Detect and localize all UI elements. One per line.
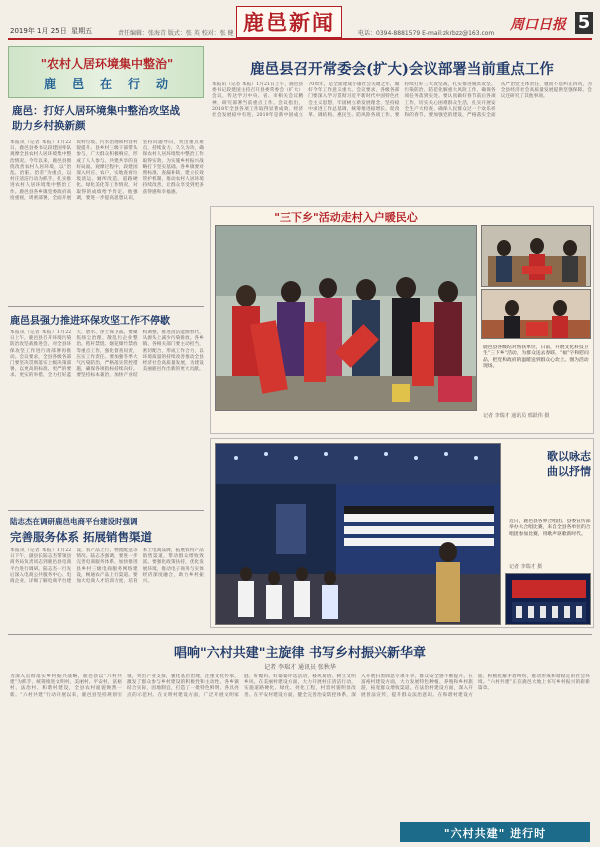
article-env-title: 鹿邑县强力推进环保攻坚工作不停歇: [10, 316, 170, 327]
article-village-title: 鹿邑：打好人居环境集中整治攻坚战 助力乡村换新颜: [12, 105, 180, 132]
article-env-body: 本报讯（记者 本报）1月22日上午，鹿邑县召开环境污染防治攻坚战推进会，对全县环保攻坚工作进行再部署再推动。会议要求，全县各级各部门要坚决贯彻落实上级决策部署，以更高的标准、更严的要求、更实的举措，全力打好蓝天、碧水、净土保卫战。要聚焦扬尘治理、散乱污企业整治、秸秆禁烧、烟花爆竹禁放等重点工作，强化督查问责，压实工作责任。要加强冬季大气污染防治，严格落实管控措施，确保各项指标持续向好。要坚持标本兼治，加快产业结构调整，推进清洁能源替代，从源头上减少污染排放。各乡镇、各相关部门要主动担当，密切配合，形成工作合力，以环境质量的持续改善推动全县经济社会高质量发展，为建设美丽鹿邑作出新的更大贡献。: [10, 330, 204, 379]
article-ecom-kicker: 陆志杰在调研鹿邑电商平台建设时强调: [10, 517, 138, 526]
photo2-title: [507, 449, 591, 479]
photo2-title-line2: 曲以抒情: [547, 465, 591, 478]
photo2-main-image: [215, 443, 501, 625]
photo1-side-image-bottom: [481, 289, 591, 339]
section-masthead: 鹿邑新闻: [236, 6, 342, 38]
photo1-credit: 记者 李瑞才 通讯员 邢跃伟 摄: [483, 413, 550, 419]
banner-line-2: 鹿 邑 在 行 动: [43, 77, 170, 91]
photo1-side-image-top: [481, 225, 591, 287]
divider: [8, 306, 204, 307]
banner-line-1: "农村人居环境集中整治": [40, 57, 174, 71]
photo1-title: "三下乡"活动走村入户暖民心: [274, 211, 418, 224]
footer-banner-text: "六村共建" 进行时: [443, 827, 547, 840]
photo2-title-line1: 歌以咏志: [547, 450, 591, 463]
campaign-banner: [8, 46, 204, 98]
article-songs-byline: 记者 李瑞才 通讯员 张秋华: [264, 664, 336, 671]
issue-date: 2019年 1月 25日 星期五: [10, 27, 93, 35]
article-meeting-title: 鹿邑县召开常委会(扩大)会议部署当前重点工作: [250, 61, 554, 78]
photo1-main-image: [215, 225, 477, 411]
page-header: [8, 2, 592, 40]
article-ecom-title: 完善服务体系 拓展销售渠道: [10, 530, 153, 544]
page-number: 5: [575, 12, 593, 34]
photo-feature-2: [210, 438, 594, 628]
divider: [8, 634, 592, 635]
footer-banner: [400, 822, 590, 842]
article-ecom-body: 本报讯（记者 本报）1月22日下午，副县长陆志杰带领县商务局负责同志到鹿邑县电商平台进行调研。陆志杰一行先后深入电商公共服务中心、电商企业，详细了解电商平台建设、农产品上行、物流配送等情况。陆志杰强调，要进一步完善电商服务体系，加快推进县乡村三级电商服务网络建设，畅通农产品上行渠道。要加大电商人才培训力度，培育本土电商品牌，拓展农特产品销售渠道，带动群众增收致富。要强化政策扶持，优化发展环境，推动电子商务与实体经济深度融合，助力乡村振兴。: [10, 548, 204, 585]
contact-info: 电话：0394-8881579 E-mail:zkrbzz@163.com: [358, 30, 495, 37]
photo2-credit: 记者 李瑞才 摄: [509, 564, 543, 570]
article-village-body: 本报讯（记者 本报）1月22日，鹿邑县委书记段建国率队观摩全县农村人居环境集中整治情况。今年以来，鹿邑县围绕改善农村人居环境，以“治乱、治脏、治差”为重点，以村庄清洁行动为抓手，扎实推进农村人居环境集中整治工作。鹿邑县各乡镇党委政府高度重视，周密部署，全面开展农村垃圾、污水治理和村容村貌提升。县乡村三级干部带头参与，广大群众积极响应，形成了人人参与、共建共享的良好局面。观摩过程中，段建国深入村庄、农户，实地查看垃圾清运、厕所改造、道路硬化、绿化美化等工作情况，对取得的成绩给予肯定。他强调，要进一步提高思想认识，坚持问题导向，突出重点难点，持续发力，久久为功，确保农村人居环境集中整治工作取得实效，为实施乡村振兴战略打下坚实基础。各乡镇要对照标准，查漏补缺，建立长效管护机制，推动农村人居环境持续改善，让群众享受到更多获得感和幸福感。: [10, 140, 204, 201]
article-meeting-body: 本报讯（记者 本报）1月21日上午，鹿邑县委书记段建国主持召开县委常委会（扩大）会议，传达学习中央、省、市相关会议精神，研究部署当前重点工作。会议指出，2018年全县各项工作取得显著成效，经济社会发展稳中有进。2019年是新中国成立70周年，是全面建成小康社会关键之年，做好今年工作意义重大。会议要求，各级各部门要深入学习贯彻习近平新时代中国特色社会主义思想，牢固树立新发展理念，坚持稳中求进工作总基调，统筹推进稳增长、促改革、调结构、惠民生、防风险各项工作。要持续打好三大攻坚战，扎实推进脱贫攻坚、污染防治、防范化解重大风险工作，确保各项任务落到实处。要认真做好春节前后各项工作，切实关心困难群众生活，扎实开展安全生产大检查，确保人民群众过一个欢乐祥和的春节。要加强党的建设，严格落实全面从严治党主体责任，驰而不息纠正四风，为全县经济社会高质量发展提供坚强保障。会议还研究了其他事项。: [212, 82, 592, 119]
article-songs-body: 为深入贯彻落实乡村振兴战略，鹿邑县以“六村共建”为抓手，统筹推进文明村、美丽村、平安村、富裕村、法治村、和谐村建设，全县农村面貌焕然一新。“六村共建”行动开展以来，鹿邑县坚持规划引领，突出产业支撑，强化基层治理，注重文化传承，激发了群众参与乡村建设的积极性和主动性。各乡镇结合实际，因地制宜，打造了一批特色鲜明、各具亮点的示范村。在文明村建设方面，广泛开展文明家庭、好媳妇、好婆婆评选活动，移风易俗，树立文明乡风。在美丽村建设方面，大力开展村庄清洁行动，实施道路硬化、绿化、亮化工程，村容村貌明显改善。在平安村建设方面，健全完善治安防控体系，深入开展扫黑除恶专项斗争，群众安全感不断提升。在富裕村建设方面，大力发展特色种植、养殖和乡村旅游，拓宽群众增收渠道。在法治村建设方面，深入开展普法宣传，提升群众法治意识。在和谐村建设方面，积极化解矛盾纠纷，推动形成和谐稳定的社会环境。“六村共建”正在鹿邑大地上书写乡村振兴的崭新篇章。: [10, 674, 590, 698]
paper-logo: 周口日报: [510, 17, 566, 33]
article-songs-title: 唱响"六村共建"主旋律 书写乡村振兴新华章: [173, 646, 427, 661]
photo2-caption: 近日，鹿邑县各界合唱团、县委宣传部举办大合唱比赛，来自全县各单位的合唱团参加比赛，用歌声讴歌新时代。: [509, 519, 591, 537]
photo-feature-1: [210, 206, 594, 434]
divider: [8, 510, 204, 511]
editor-info: 责任编辑：张海青 版式：张 英 校对：张 健: [118, 30, 234, 37]
photo1-caption: 鹿邑县各级结对帮扶单位，日前，开展文化科技卫生“三下乡”活动，为群众送去春联、“福”字和慰问品，把党和政府的温暖送到群众心坎上。图为活动现场。: [483, 345, 589, 370]
photo2-side-image: [505, 573, 591, 625]
